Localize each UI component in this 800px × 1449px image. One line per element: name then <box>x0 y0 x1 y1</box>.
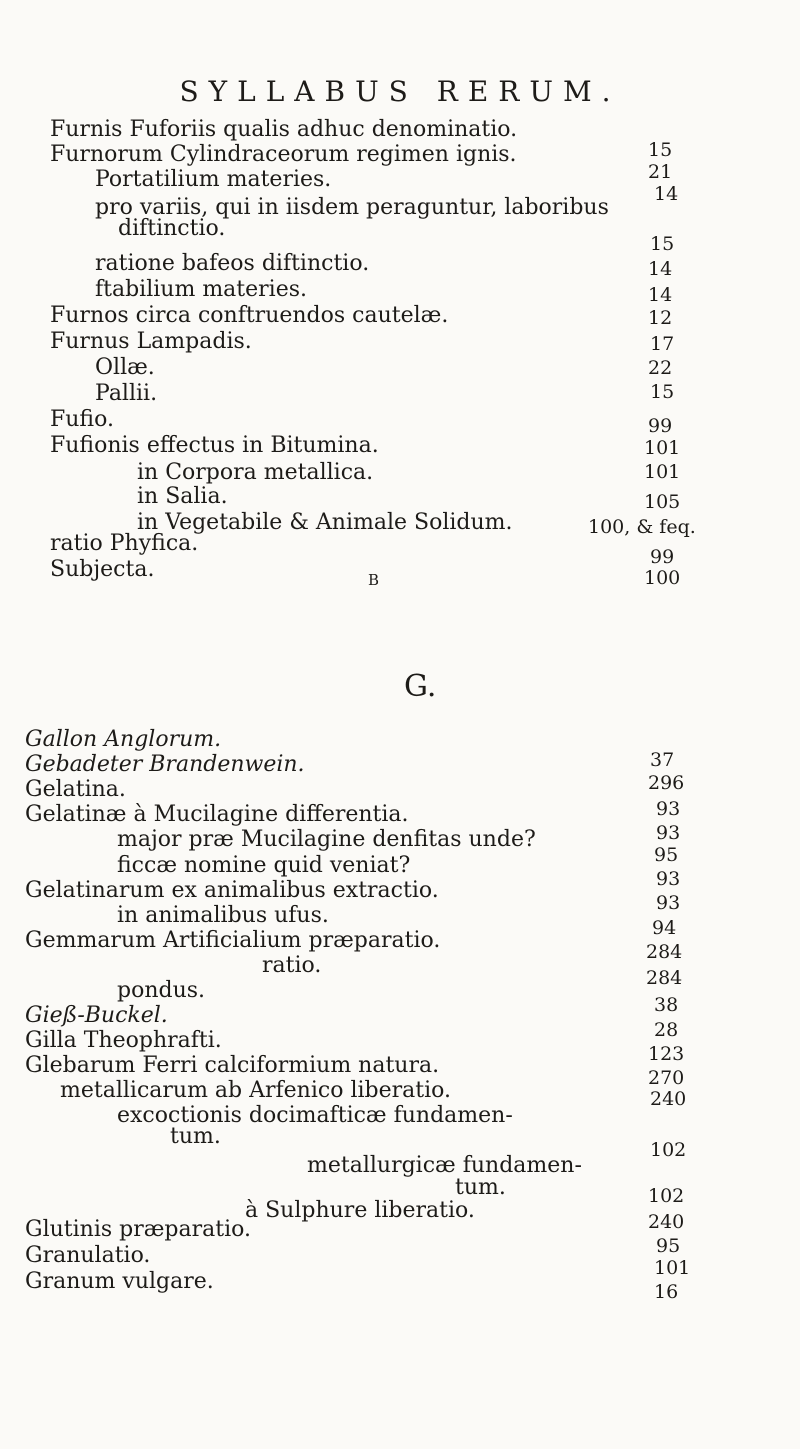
page-number: 21 <box>648 161 673 183</box>
index-entry: Furnos circa conftruendos cautelæ. <box>50 303 449 328</box>
index-entry: pondus. <box>117 978 206 1003</box>
index-entry: Ollæ. <box>95 355 155 380</box>
page-number: 93 <box>656 868 681 890</box>
page-number: 15 <box>650 233 675 255</box>
index-entry: Portatilium materies. <box>95 167 332 192</box>
signature-mark: B <box>368 571 380 589</box>
index-entry: Granulatio. <box>25 1243 151 1268</box>
index-entry: in animalibus ufus. <box>117 903 329 928</box>
index-entry-continuation: tum. <box>170 1124 221 1149</box>
page-number: 93 <box>656 892 681 914</box>
index-entry: Fufio. <box>50 407 114 432</box>
page-number: 15 <box>648 139 673 161</box>
page-number: 94 <box>652 917 677 939</box>
section-letter: G. <box>404 669 437 704</box>
index-entry: major præ Mucilagine denfitas unde? <box>117 827 536 852</box>
index-entry-continuation: tum. <box>455 1175 506 1200</box>
index-entry: ratio. <box>262 953 322 978</box>
page-number: 100 <box>644 567 681 589</box>
index-entry: Glebarum Ferri calciformium natura. <box>25 1053 440 1078</box>
page-number: 284 <box>646 941 683 963</box>
page-number: 100, & feq. <box>588 516 696 538</box>
index-entry-continuation: diftinctio. <box>118 216 226 241</box>
page-number: 270 <box>648 1067 685 1089</box>
page-number: 14 <box>648 284 673 306</box>
index-entry: Gelatina. <box>25 777 126 802</box>
index-entry: Gallon Anglorum. <box>25 727 222 752</box>
index-entry: Furnorum Cylindraceorum regimen ignis. <box>50 142 517 167</box>
page-number: 37 <box>650 749 675 771</box>
page-number: 95 <box>654 844 679 866</box>
index-entry: metallurgicæ fundamen- <box>307 1153 582 1178</box>
index-entry: Glutinis præparatio. <box>25 1217 251 1242</box>
page-number: 12 <box>648 307 673 329</box>
index-entry: Fufionis effectus in Bitumina. <box>50 433 379 458</box>
page-number: 95 <box>656 1235 681 1257</box>
index-entry: excoctionis docimafticæ fundamen- <box>117 1103 513 1128</box>
index-entry: Gieß-Buckel. <box>25 1003 168 1028</box>
index-entry: ratione bafeos diftinctio. <box>95 251 370 276</box>
index-entry: Subjecta. <box>50 557 155 582</box>
index-entry: in Corpora metallica. <box>137 460 374 485</box>
page-number: 101 <box>654 1257 691 1279</box>
page-number: 16 <box>654 1281 679 1303</box>
index-entry: Gelatinarum ex animalibus extractio. <box>25 878 439 903</box>
page-number: 99 <box>650 546 675 568</box>
index-entry: ftabilium materies. <box>95 277 308 302</box>
page-header: SYLLABUS RERUM. <box>179 75 621 108</box>
page-number: 14 <box>654 183 679 205</box>
page-number: 101 <box>644 437 681 459</box>
page-number: 93 <box>656 798 681 820</box>
page-number: 28 <box>654 1019 679 1041</box>
index-entry: ratio Phyfica. <box>50 531 199 556</box>
page-number: 102 <box>648 1185 685 1207</box>
page-number: 240 <box>648 1211 685 1233</box>
page-number: 15 <box>650 381 675 403</box>
index-entry: metallicarum ab Arfenico liberatio. <box>60 1078 451 1103</box>
page-number: 99 <box>648 415 673 437</box>
page-number: 102 <box>650 1139 687 1161</box>
index-entry: Gemmarum Artificialium præparatio. <box>25 928 441 953</box>
index-entry: Gilla Theophrafti. <box>25 1028 222 1053</box>
page-number: 105 <box>644 491 681 513</box>
page-number: 296 <box>648 772 685 794</box>
index-entry: ficcæ nomine quid veniat? <box>117 853 411 878</box>
index-entry: Gebadeter Brandenwein. <box>25 752 305 777</box>
index-entry: Furnus Lampadis. <box>50 329 252 354</box>
page-number: 38 <box>654 994 679 1016</box>
index-entry: à Sulphure liberatio. <box>245 1198 475 1223</box>
index-entry: Furnis Fuforiis qualis adhuc denominatio. <box>50 117 518 142</box>
index-entry: Granum vulgare. <box>25 1269 214 1294</box>
page-number: 17 <box>650 333 675 355</box>
index-entry: in Vegetabile & Animale Solidum. <box>137 510 513 535</box>
index-entry: pro variis, qui in iisdem peraguntur, laboribus <box>95 195 609 220</box>
index-entry: Gelatinæ à Mucilagine differentia. <box>25 802 409 827</box>
page-number: 284 <box>646 967 683 989</box>
page-number: 22 <box>648 357 673 379</box>
index-entry: Pallii. <box>95 381 158 406</box>
page-number: 14 <box>648 258 673 280</box>
page-number: 101 <box>644 461 681 483</box>
page-number: 240 <box>650 1088 687 1110</box>
index-entry: in Salia. <box>137 484 228 509</box>
page-number: 123 <box>648 1043 685 1065</box>
page-number: 93 <box>656 822 681 844</box>
